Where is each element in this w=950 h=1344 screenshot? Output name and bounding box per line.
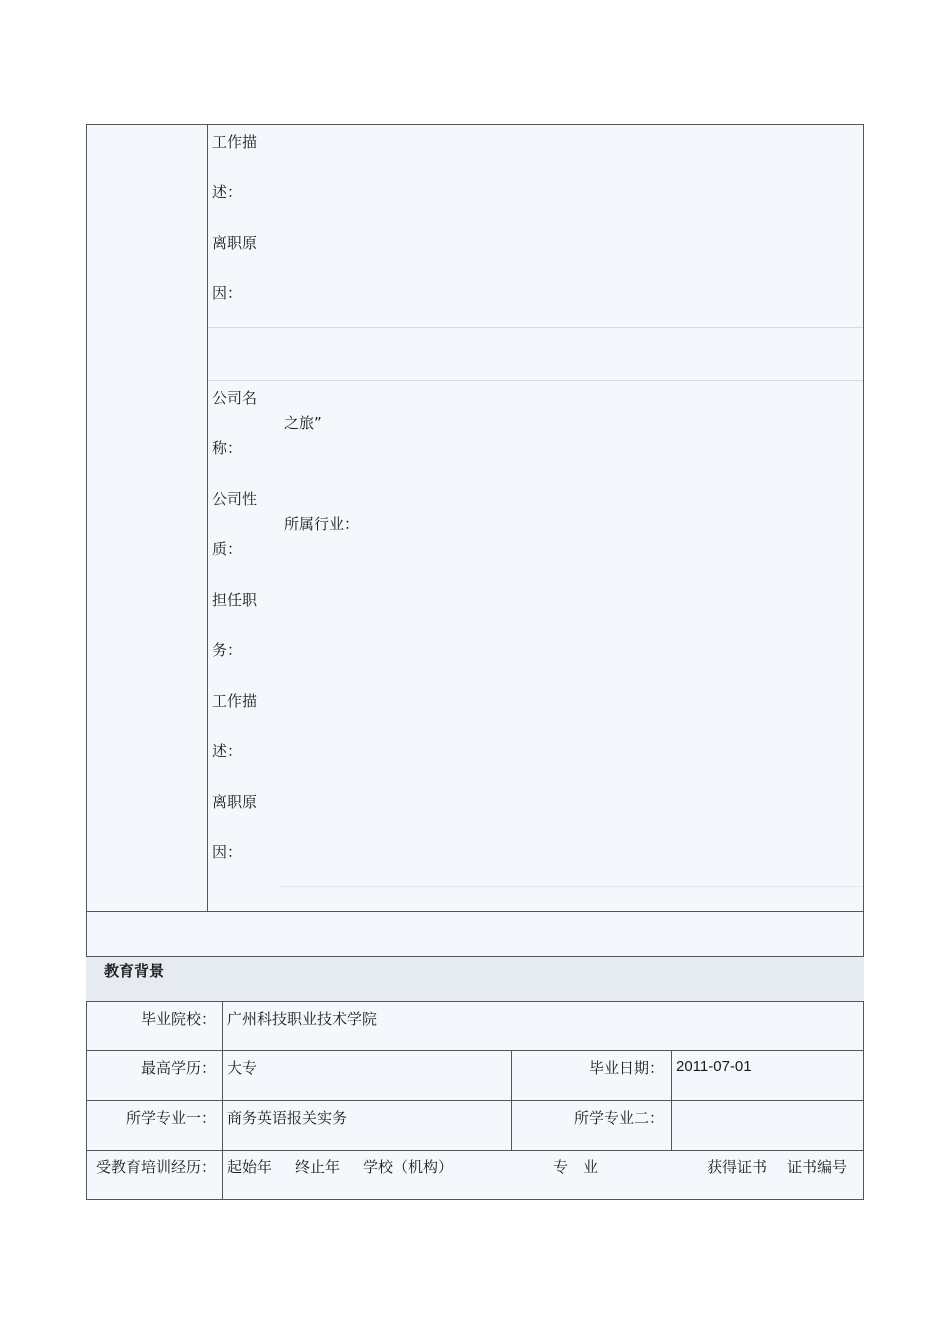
- position-label-cont: 务：: [212, 641, 243, 659]
- edu-col-line: [222, 1001, 223, 1200]
- company-name-label: 公司名: [212, 389, 258, 407]
- leave-reason-label: 离职原: [212, 793, 258, 811]
- edu-border-left: [86, 1001, 87, 1200]
- degree-label: 最高学历：: [140, 1059, 216, 1077]
- school-label: 毕业院校：: [140, 1010, 216, 1028]
- training-label: 受教育培训经历：: [95, 1158, 216, 1176]
- table-border-right: [863, 124, 864, 957]
- education-section-title: 教育背景: [104, 962, 165, 980]
- industry-label: 所属行业：: [284, 515, 360, 533]
- education-section-header: [86, 957, 864, 1001]
- work-desc-label: 工作描: [212, 133, 258, 151]
- edu-border-bottom: [86, 1199, 864, 1200]
- position-label: 担任职: [212, 591, 258, 609]
- degree-value: 大专: [227, 1059, 258, 1077]
- leave-reason-label-cont: 因：: [212, 843, 243, 861]
- edu-row-line: [86, 1150, 864, 1151]
- table-border-top: [86, 124, 864, 125]
- company-name-value: 之旅”: [284, 414, 322, 432]
- subrow-separator: [208, 327, 863, 328]
- training-header-end-year: 终止年: [295, 1158, 341, 1176]
- training-header-major: 专 业: [553, 1158, 599, 1176]
- training-header-start-year: 起始年: [227, 1158, 273, 1176]
- edu-row-line: [86, 1050, 864, 1051]
- work-desc-label-cont: 述：: [212, 742, 243, 760]
- work-desc-label: 工作描: [212, 692, 258, 710]
- subrow-separator: [280, 886, 863, 887]
- table-border-left: [86, 124, 87, 957]
- work-experience-table: [86, 124, 864, 912]
- leave-reason-label-cont: 因：: [212, 284, 243, 302]
- company-nature-label-cont: 质：: [212, 540, 243, 558]
- subrow-separator: [208, 380, 863, 381]
- work-experience-footer-row: [86, 912, 864, 957]
- grad-date-label: 毕业日期：: [588, 1059, 664, 1077]
- company-name-label-cont: 称：: [212, 439, 243, 457]
- table-row-divider: [86, 911, 864, 912]
- training-header-school: 学校（机构）: [363, 1158, 454, 1176]
- grad-date-value: 2011-07-01: [676, 1058, 752, 1075]
- table-inner-divider: [207, 124, 208, 912]
- leave-reason-label: 离职原: [212, 234, 258, 252]
- edu-row-line: [86, 1100, 864, 1101]
- major1-label: 所学专业一：: [125, 1109, 216, 1127]
- edu-border-top: [86, 1001, 864, 1002]
- work-desc-label-cont: 述：: [212, 183, 243, 201]
- edu-border-right: [863, 1001, 864, 1200]
- major2-label: 所学专业二：: [573, 1109, 664, 1127]
- company-nature-label: 公司性: [212, 490, 258, 508]
- major1-value: 商务英语报关实务: [227, 1109, 348, 1127]
- school-value: 广州科技职业技术学院: [227, 1010, 378, 1028]
- training-header-cert-number: 证书编号: [787, 1158, 848, 1176]
- training-header-certificate: 获得证书: [707, 1158, 768, 1176]
- edu-col-line: [671, 1050, 672, 1150]
- edu-col-line: [511, 1050, 512, 1150]
